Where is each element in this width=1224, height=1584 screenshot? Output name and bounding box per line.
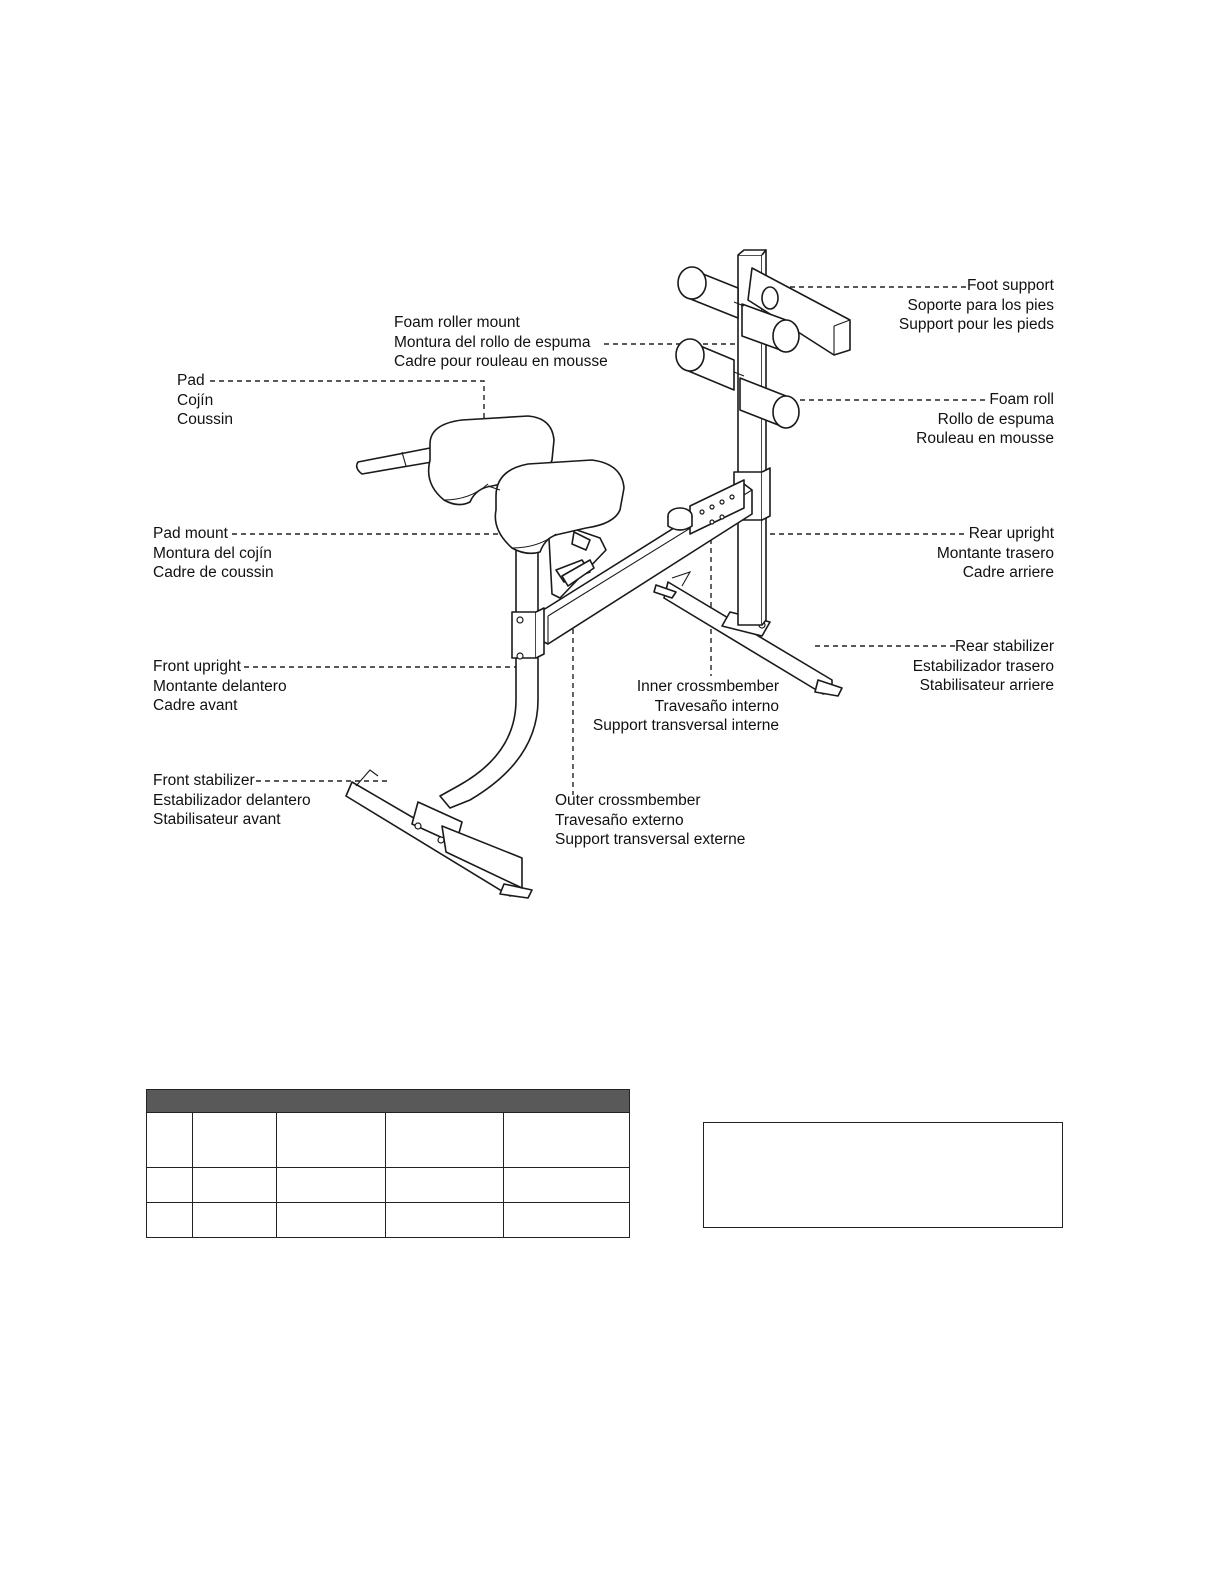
- label-pad-mount: Pad mount Montura del cojín Cadre de coussin: [153, 525, 274, 581]
- label-outer-crossmember: Outer crossmbember Travesaño externo Support transversal externe: [555, 792, 746, 848]
- label-front-upright: Front upright Montante delantero Cadre avant: [153, 658, 287, 714]
- label-rear-stabilizer: Rear stabilizer Estabilizador trasero Stabilisateur arriere: [912, 638, 1054, 694]
- table-row: [147, 1203, 630, 1238]
- label-foam-roller-mount: Foam roller mount Montura del rollo de espuma Cadre pour rouleau en mousse: [394, 314, 608, 370]
- front-upright-part: [440, 535, 544, 808]
- label-foot-support: Foot support Soporte para los pies Support pour les pieds: [898, 277, 1054, 333]
- table-header-bar: [147, 1090, 630, 1113]
- table-row: [147, 1168, 630, 1203]
- label-inner-crossmember: Inner crossmbember Travesaño interno Support transversal interne: [592, 678, 779, 734]
- table-row: [147, 1113, 630, 1168]
- spec-table: [146, 1089, 630, 1238]
- note-box: [703, 1122, 1063, 1228]
- front-stabilizer-part: [346, 770, 532, 898]
- label-rear-upright: Rear upright Montante trasero Cadre arriere: [936, 525, 1054, 581]
- label-pad: Pad Cojín Coussin: [177, 372, 233, 428]
- label-foam-roll: Foam roll Rollo de espuma Rouleau en mousse: [916, 391, 1054, 447]
- label-front-stabilizer: Front stabilizer Estabilizador delantero Stabilisateur avant: [153, 772, 311, 828]
